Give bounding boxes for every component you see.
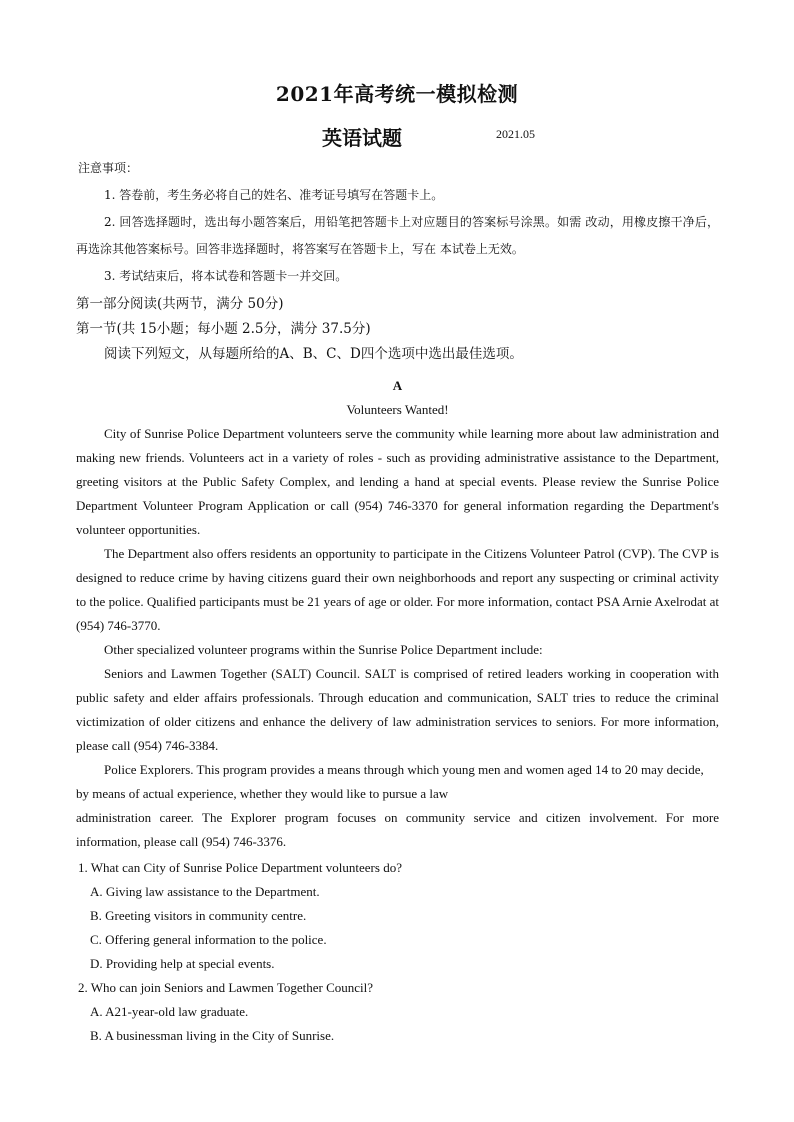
passage-paragraph: Other specialized volunteer programs within the Sunrise Police Department include:: [104, 642, 543, 657]
part-heading: 第一部分阅读(共两节，满分 50分): [76, 296, 284, 312]
subsection-heading: 第一节(共 15小题；每小题 2.5分，满分 37.5分): [76, 321, 371, 337]
answer-option: B. Greeting visitors in community centre.: [90, 908, 307, 923]
answer-option: A. A21-year-old law graduate.: [90, 1004, 249, 1019]
passage-paragraph: administration career. The Explorer program focuses on community service and citizen involvement. For more information, please call (954) 746-3376.: [76, 810, 719, 849]
exam-date: 2021.05: [496, 127, 535, 141]
subtitle-row: [0, 122, 794, 150]
passage-label: A: [392, 378, 403, 393]
passage-title: Volunteers Wanted!: [346, 402, 449, 417]
exam-subject: 英语试题: [322, 126, 402, 150]
notice-item: 1. 答卷前，考生务必将自己的姓名、准考证号填写在答题卡上。: [104, 188, 444, 202]
notice-item: 3. 考试结束后，将本试卷和答题卡一并交回。: [104, 269, 348, 283]
question-stem: 1. What can City of Sunrise Police Department volunteers do?: [78, 860, 402, 875]
section-heading-block: [76, 292, 719, 367]
notice-heading: 注意事项：: [78, 161, 139, 175]
notice-item: 2. 回答选择题时，选出每小题答案后，用铅笔把答题卡上对应题目的答案标号涂黑。如需 改动，用橡皮擦干净后，再选涂其他答案标号。回答非选择题时，将答案写在答题卡上，写在 本试卷上无效。: [76, 215, 719, 256]
answer-option: B. A businessman living in the City of Sunrise.: [90, 1028, 335, 1043]
passage-paragraph: Police Explorers. This program provides a means through which young men and women aged 14 to 20 may decide, by means of actual experience, whether they would like to pursue a law: [76, 762, 704, 801]
answer-option: C. Offering general information to the police.: [90, 932, 327, 947]
exam-title: 2021年高考统一模拟检测: [275, 82, 519, 106]
question-1: [76, 856, 719, 976]
instruction-text: 阅读下列短文，从每题所给的A、B、C、D四个选项中选出最佳选项。: [104, 346, 523, 362]
question-2: [76, 976, 719, 1048]
answer-option: D. Providing help at special events.: [90, 956, 275, 971]
question-stem: 2. Who can join Seniors and Lawmen Together Council?: [78, 980, 374, 995]
notice-list: [76, 182, 719, 290]
passage-paragraph: City of Sunrise Police Department volunteers serve the community while learning more about law administration and making new friends. Volunteers act in a variety of roles - such as providing administrative assistance to the Department, greeting visitors at the Public Safety Complex, and lending a hand at special events. Please review the Sunrise Police Department Volunteer Program Application or call (954) 746-3370 for general information regarding the Department's volunteer opportunities.: [76, 426, 719, 537]
passage-a: [76, 374, 719, 854]
answer-option: A. Giving law assistance to the Department.: [90, 884, 320, 899]
passage-paragraph: The Department also offers residents an opportunity to participate in the Citizens Volunteer Patrol (CVP). The CVP is designed to reduce crime by having citizens guard their own neighborhoods and report any suspecting or criminal activity to the police. Qualified participants must be 21 years of age or older. For more information, contact PSA Arnie Axelrodat at (954) 746-3770.: [76, 546, 719, 633]
question-list: [76, 856, 719, 1048]
passage-paragraph: Seniors and Lawmen Together (SALT) Council. SALT is comprised of retired leaders working in cooperation with public safety and elder affairs professionals. Through education and communication, SALT tries to reduce the criminal victimization of older citizens and enhance the delivery of law administration services to seniors. For more information, please call (954) 746-3384.: [76, 666, 719, 753]
